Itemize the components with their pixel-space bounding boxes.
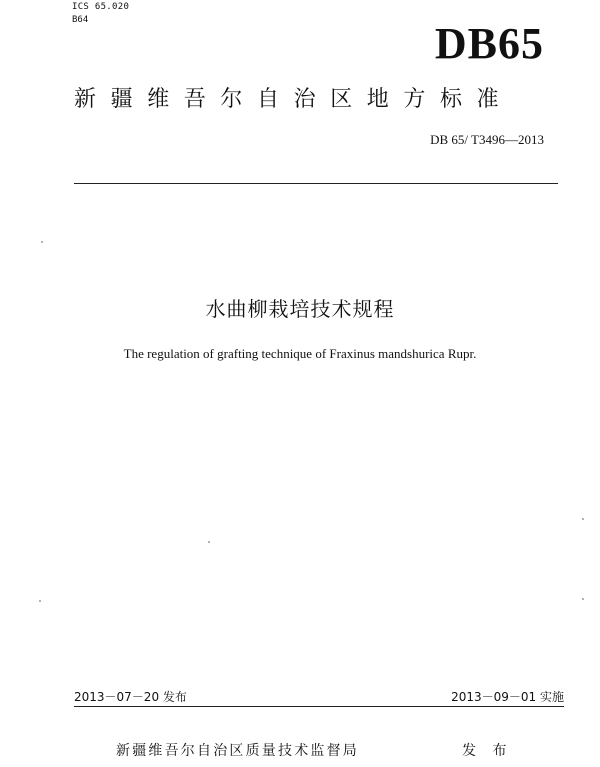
document-title: 水曲柳栽培技术规程: [205, 297, 395, 321]
scan-speck: [41, 241, 43, 243]
standard-name: 新疆维吾尔自治区地方标准: [74, 87, 514, 112]
classification-code: B64: [72, 15, 89, 25]
implementation-date: 2013－09－01 实施: [451, 690, 564, 704]
issue-date: 2013－07－20 发布: [74, 690, 187, 704]
scan-speck: [582, 598, 584, 600]
top-divider: [74, 183, 558, 184]
scan-speck: [39, 600, 41, 602]
scan-speck: [582, 518, 584, 520]
bottom-divider: [74, 706, 564, 707]
ics-code: ICS 65.020: [72, 2, 130, 12]
document-title-english: The regulation of grafting technique of Fraxinus mandshurica Rupr.: [123, 346, 477, 361]
issued-label: 发 布: [462, 743, 513, 759]
scan-speck: [208, 541, 210, 543]
standard-number: DB 65/ T3496—2013: [430, 132, 544, 147]
issuing-authority: 新疆维吾尔自治区质量技术监督局: [116, 743, 359, 759]
db-logo: DB65: [434, 19, 544, 68]
